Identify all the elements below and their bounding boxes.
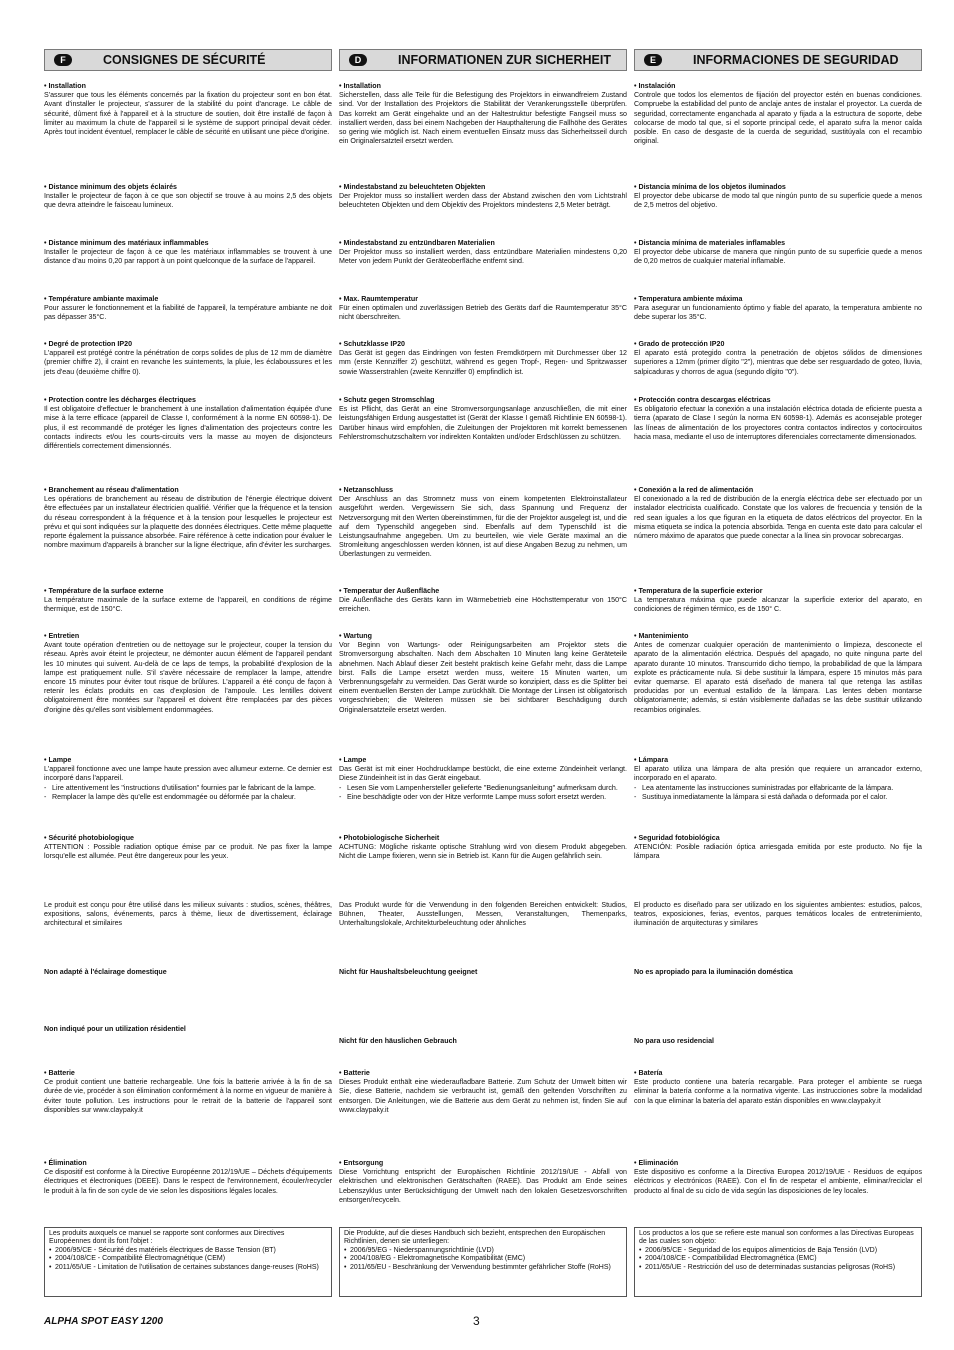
safety-section (44, 183, 332, 211)
safety-section (44, 632, 332, 715)
section-body: Les opérations de branchement au réseau de distribution de l'énergie électrique doivent être effectuées par un installateur électricien qualifié. Vérifier que la fréquence et la tension du réseau correspondent à la fréquence et à la tension pour lesquelles le projecteur est prévu et qui sont indiquées sur la plaquette des données électriques. Cette même plaquette reporte également la puissance absorbée. Faire référence à cette indication pour évaluer le nombre maximum d'appareils à brancher sur la ligne électrique, afin d'éviter les surcharges. (44, 495, 332, 550)
directive-item: • 2004/108/CE - Compatibilité Électromagnétique (CEM) (49, 1255, 327, 1263)
section-body: Das Produkt wurde für die Verwendung in den folgenden Bereichen entwickelt: Studios, Bühnen, Theater, Ausstellungen, Messen, Veranstaltungen, Themenparks, Unterhaltungslokale, Architekturbeleuchtung oder ähnliches (339, 901, 627, 928)
safety-section (634, 82, 922, 146)
section-body: Der Projektor muss so installiert werden dass der Abstand zwischen den vom Lichtstrahl beleuchteten Objekten und dem Objektiv des Projektors mindestens 2,5 Meter beträgt. (339, 192, 627, 210)
section-body: ACHTUNG: Mögliche riskante optische Strahlung wird von diesem Produkt abgegeben. Nicht die Lampe fixieren, wenn sie in Betrieb ist. Kann für die Augen gefährlich sein. (339, 843, 627, 861)
usage-note: Non indiqué pour un utilization résidentiel (44, 1025, 186, 1033)
list-item: - Lesen Sie vom Lampenhersteller gelieferte "Bedienungsanleitung" aufmerksam durch. (339, 784, 627, 793)
section-body: Diese Vorrichtung entspricht der Europäischen Richtlinie 2012/19/UE - Abfall von elektrischen und elektronischen Gerätschaften (RAEE). Das Produkt am Ende seines Lebenszyklus unter Berücksichtigung der Umwelt nach den lokalen Gesetzesvorschriften entsorgen/recyceln. (339, 1168, 627, 1204)
section-heading: • Distance minimum des objets éclairés (44, 183, 177, 191)
safety-section (634, 1159, 922, 1196)
safety-section (339, 396, 627, 442)
section-heading: • Protection contre les décharges électriques (44, 396, 196, 404)
page-number: 3 (473, 1314, 480, 1328)
section-body: Dieses Produkt enthält eine wiederaufladbare Batterie. Zum Schutz der Umwelt bitten wir Sie, diese Batterie, nachdem sie verbraucht ist, gemäß den geltenden Vorschriften zu entsorgen. Die Anleitungen, wie die Batterie aus dem Gerät zu nehmen ist, finden Sie auf www.claypaky.it (339, 1078, 627, 1114)
section-heading: • Entsorgung (339, 1159, 384, 1167)
list-item: - Sustituya inmediatamente la lámpara si está dañada o deformada por el calor. (634, 793, 922, 802)
directive-item: • 2006/95/CE - Seguridad de los equipos alimenticios de Baja Tensión (LVD) (639, 1247, 917, 1255)
directive-item: • 2011/65/EU - Beschränkung der Verwendung bestimmter gefährlicher Stoffe (RoHS) (344, 1264, 622, 1272)
section-heading: • Batterie (339, 1069, 370, 1077)
safety-section (634, 486, 922, 541)
usage-note: Nicht für den häuslichen Gebrauch (339, 1037, 457, 1045)
section-body: El conexionado a la red de distribución de la energía eléctrica debe ser efectuado por un instalador electricista cualificado. Constate que los valores de frecuencia y tensión de la red sean iguales a los que figuran en la etiqueta de datos eléctricos del proyector. En la misma etiqueta se indica la potencia absorbida. Tenga en cuenta este dato para calcular el número máximo de aparatos que puede conectar a la línea sin provocar sobrecargas. (634, 495, 922, 541)
safety-section (339, 587, 627, 615)
section-body: S'assurer que tous les éléments concernés par la fixation du projecteur sont en bon état. Avant d'installer le projecteur, s'assurer de la stabilité du point d'ancrage. Le câble de sécurité, dûment fixé à l'appareil et à la structure de soutien, doit être installé de façon à limiter au maximum la chute de l'appareil si le système de support principal devait céder. Après tout incident éventuel, remplacer le câble de sécurité en utilisant une pièce d'origine. (44, 91, 332, 137)
safety-section (44, 396, 332, 451)
section-body: Es ist Pflicht, das Gerät an eine Stromversorgungsanlage anzuschließen, die mit einer leistungsfähigen Erdung ausgestattet ist (Gerät der Klasse I gemäß Richtlinie EN 60598-1). Darüber hinaus wird empfohlen, die Zuleitungen der Projektoren mit korrekt bemessenen Fehlerstromschutzschaltern vor indirekten Kontakten und/oder Erdschlüssen zu schützen. (339, 405, 627, 441)
section-heading: • Installation (339, 82, 381, 90)
language-badge: E (644, 54, 662, 66)
section-body: ATENCIÓN: Posible radiación óptica arriesgada emitida por este producto. No fije la lámpara (634, 843, 922, 861)
usage-note: Non adapté à l'éclairage domestique (44, 968, 167, 976)
safety-section (44, 901, 332, 929)
section-heading: • Température ambiante maximale (44, 295, 159, 303)
section-heading: • Installation (44, 82, 86, 90)
section-heading: • Sécurité photobiologique (44, 834, 134, 842)
section-heading: • Mantenimiento (634, 632, 689, 640)
safety-section (634, 834, 922, 862)
section-heading: • Wartung (339, 632, 372, 640)
section-body: Pour assurer le fonctionnement et la fiabilité de l'appareil, la température ambiante ne doit pas dépasser 35°C. (44, 304, 332, 322)
section-heading: • Batería (634, 1069, 663, 1077)
section-body: Der Projektor muss so installiert werden, dass entzündbare Materialien mindestens 0,20 Meter von jedem Punkt der Geräteoberfläche entfernt sind. (339, 248, 627, 266)
safety-section (44, 1069, 332, 1115)
directive-item: • 2011/65/UE - Restricción del uso de determinadas sustancias peligrosas (RoHS) (639, 1264, 917, 1272)
safety-section (339, 1069, 627, 1115)
section-heading: • Temperatura de la superficie exterior (634, 587, 763, 595)
list-item: - Lea atentamente las instrucciones suministradas por elfabricante de la lámpara. (634, 784, 922, 793)
product-name: ALPHA SPOT EASY 1200 (44, 1316, 163, 1327)
section-heading: • Distancia mínima de materiales inflamables (634, 239, 786, 247)
section-header (339, 49, 627, 71)
language-badge: F (54, 54, 72, 66)
safety-section (634, 756, 922, 802)
language-badge: D (349, 54, 367, 66)
bullet-list (44, 784, 332, 802)
section-body: Para asegurar un funcionamiento óptimo y fiable del aparato, la temperatura ambiente no debe superar los 35°C. (634, 304, 922, 322)
section-body: Le produit est conçu pour être utilisé dans les milieux suivants : studios, scènes, théâtres, expositions, salons, événements, parcs à thème, lieux de divertissement, éclairage architectural et similaires (44, 901, 332, 928)
compliance-intro: Les produits auxquels ce manuel se rapporte sont conformes aux Directives Européennes dont ils font l'objet : (49, 1230, 285, 1246)
safety-section (634, 1069, 922, 1106)
section-heading: • Seguridad fotobiológica (634, 834, 720, 842)
section-body: Installer le projecteur de façon à ce que son objectif se trouve à au moins 2,5 des objets que devra atteindre le faisceau lumineux. (44, 192, 332, 210)
section-title: INFORMATIONEN ZUR SICHERHEIT (398, 53, 611, 67)
section-body: Antes de comenzar cualquier operación de mantenimiento o limpieza, desconecte el aparato de la alimentación eléctrica. Después del apagado, no quite ninguna parte del aparato durante 10 minutos. Transcurrido dicho tiempo, la probabilidad de que la lámpara explote es prácticamente nula. Si debe sustituir la lámpara, espere 15 minutos más para evitar quemarse. El aparato está diseñado de manera tal que retenga las astillas producidas por un eventual estallido de la lámpara. Las lentes deben montarse obligatoriamente; además, si están visiblemente dañadas se las debe sustituir utilizando recambios originales. (634, 641, 922, 714)
usage-note: Nicht für Haushaltsbeleuchtung geeignet (339, 968, 478, 976)
section-heading: • Mindestabstand zu entzündbaren Materialien (339, 239, 495, 247)
safety-section (44, 834, 332, 862)
safety-section (339, 183, 627, 211)
section-title: INFORMACIONES DE SEGURIDAD (693, 53, 899, 67)
section-body: Die Außenfläche des Geräts kann im Wärmebetrieb eine Höchsttemperatur von 150°C erreichen. (339, 596, 627, 614)
section-heading: • Batterie (44, 1069, 75, 1077)
section-body: Sicherstellen, dass alle Teile für die Befestigung des Projektors in einwandfreiem Zustand sind. Vor der Installation des Projektors die Stabilität der Verankerungsstelle überprüfen. Das korrekt am Gerät eingehakte und an der Haltestruktur befestigte Fangseil muss so installiert werden, dass bei einem Nachgeben der Haupthalterung die Fallhöhe des Gerätes so gering wie möglich ist. Nach einem eventuellen Einsatz muss das Sicherheitsseil durch ein Originalersatzteil ersetzt werden. (339, 91, 627, 146)
section-heading: • Protección contra descargas eléctricas (634, 396, 771, 404)
compliance-box (339, 1227, 627, 1297)
safety-section (339, 834, 627, 862)
safety-section (339, 901, 627, 929)
section-heading: • Schutzklasse IP20 (339, 340, 405, 348)
compliance-box (44, 1227, 332, 1297)
section-heading: • Lampe (44, 756, 72, 764)
safety-section (634, 239, 922, 267)
bullet-list (339, 784, 627, 802)
section-heading: • Temperatur der Außenfläche (339, 587, 440, 595)
section-heading: • Eliminación (634, 1159, 679, 1167)
section-heading: • Distancia mínima de los objetos iluminados (634, 183, 786, 191)
section-body: El aparato está protegido contra la penetración de objetos sólidos de dimensiones superiores a 12mm (primer dígito "2"), mientras que debe ser resguardado de goteo, lluvia, salpicaduras y chorros de agua (segundo dígito "0"). (634, 349, 922, 376)
directive-item: • 2006/95/EG - Niederspannungsrichtlinie (LVD) (344, 1247, 622, 1255)
section-body: Este dispositivo es conforme a la Directiva Europea 2012/19/UE - Residuos de equipos eléctricos y electrónicos (RAEE). Con el fin de respetar el ambiente, eliminar/reciclar el producto al final de su ciclo de vida según las disposiciones de ley locales. (634, 1168, 922, 1195)
section-heading: • Distance minimum des matériaux inflammables (44, 239, 209, 247)
safety-section (339, 486, 627, 560)
section-heading: • Temperatura ambiente máxima (634, 295, 743, 303)
section-body: Für einen optimalen und zuverlässigen Betrieb des Geräts darf die Raumtemperatur 35°C nicht überschreiten. (339, 304, 627, 322)
usage-note: No es apropiado para la iluminación doméstica (634, 968, 793, 976)
directive-list (344, 1247, 622, 1272)
section-body: ATTENTION : Possible radiation optique émise par ce produit. Ne pas fixer la lampe lorsqu'elle est allumée. Peut être dangereux pour les yeux. (44, 843, 332, 861)
list-item: - Lire attentivement les "instructions d'utilisation" fournies par le fabricant de la lampe. (44, 784, 332, 793)
section-heading: • Branchement au réseau d'alimentation (44, 486, 179, 494)
safety-section (44, 486, 332, 550)
section-heading: • Entretien (44, 632, 80, 640)
safety-section (634, 901, 922, 929)
section-body: Das Gerät ist gegen das Eindringen von festen Fremdkörpern mit Durchmesser über 12 mm (erste Kennziffer 2) geschützt, während es gegen Tropf-, Regen- und Spritzwasser sowie Wasserstrahlen (zweite Kennziffer 0) empfindlich ist. (339, 349, 627, 376)
section-body: Ce dispositif est conforme à la Directive Européenne 2012/19/UE – Déchets d'équipements électriques et électroniques (DEEE). Dans le respect de l'environnement, écouler/recycler le produit à la fin de son cycle de vie selon les dispositions légales locales. (44, 1168, 332, 1195)
safety-section (634, 295, 922, 323)
safety-section (44, 756, 332, 802)
safety-section (44, 295, 332, 323)
safety-section (339, 1159, 627, 1205)
directive-item: • 2011/65/UE - Limitation de l'utilisation de certaines substances dange-reuses (RoHS) (49, 1264, 327, 1272)
safety-section (339, 340, 627, 377)
section-body: Das Gerät ist mit einer Hochdrucklampe bestückt, die eine externe Zündeinheit verlangt. Diese Zündeinheit ist in das Gerät eingebaut. (339, 765, 627, 783)
section-header (634, 49, 922, 71)
section-heading: • Grado de protección IP20 (634, 340, 725, 348)
safety-section (44, 340, 332, 377)
safety-section (339, 756, 627, 802)
safety-section (44, 1159, 332, 1196)
section-heading: • Mindestabstand zu beleuchteten Objekten (339, 183, 486, 191)
section-body: Installer le projecteur de façon à ce que les matériaux inflammables se trouvent à une distance d'au moins 0,20 par rapport à un point quelconque de la surface de l'appareil. (44, 248, 332, 266)
safety-section (339, 82, 627, 146)
section-body: Der Anschluss an das Stromnetz muss von einem kompetenten Elektroinstallateur ausgeführt werden. Vergewissern Sie sich, dass Spannung und Frequenz der Netzversorgung mit den Werten übereinstimmen, für die der Projektor ausgelegt ist, und die auf dem Typenschild angegeben sind. Ebenfalls auf dem Typenschild ist die Leistungsaufnahme angegeben. Um zu beurteilen, wie viele Geräte maximal an die Stromleitung angeschlossen werden können, ist auf diese Angaben Bezug zu nehmen, um Überlastungen zu vermeiden. (339, 495, 627, 559)
section-body: El producto es diseñado para ser utilizado en los siguientes ambientes: estudios, palcos, teatros, exposiciones, ferias, eventos, parques temáticos locales de entretenimiento, iluminación de arquitecturas y similares (634, 901, 922, 928)
section-body: Ce produit contient une batterie rechargeable. Une fois la batterie arrivée à la fin de sa durée de vie, procéder à son élimination conformément à la norme en vigueur de manière à éviter toute pollution. Les instructions pour le retrait de la batterie de l'appareil sont disponibles sur www.claypaky.it (44, 1078, 332, 1114)
compliance-intro: Die Produkte, auf die dieses Handbuch sich bezieht, entsprechen den Europäischen Richtlinien, denen sie unterliegen: (344, 1230, 606, 1246)
safety-section (634, 632, 922, 715)
section-heading: • Instalación (634, 82, 676, 90)
usage-note: No para uso residencial (634, 1037, 715, 1045)
section-heading: • Photobiologische Sicherheit (339, 834, 440, 842)
safety-section (339, 632, 627, 715)
section-heading: • Élimination (44, 1159, 87, 1167)
safety-section (339, 295, 627, 323)
directive-list (49, 1247, 327, 1272)
safety-section (44, 82, 332, 137)
column-de (339, 49, 627, 1271)
section-heading: • Conexión a la red de alimentación (634, 486, 754, 494)
section-heading: • Température de la surface externe (44, 587, 164, 595)
section-heading: • Netzanschluss (339, 486, 394, 494)
safety-section (44, 239, 332, 267)
directive-item: • 2004/108/CE - Compatibilidad Electromagnética (EMC) (639, 1255, 917, 1263)
safety-section (634, 587, 922, 615)
section-title: CONSIGNES DE SÉCURITÉ (103, 53, 266, 67)
section-body: Avant toute opération d'entretien ou de nettoyage sur le projecteur, couper la tension du réseau. Après avoir éteint le projecteur, ne démonter aucun élément de l'appareil pendant les 10 minutes qui suivent. Au-delà de ce laps de temps, la probabilité d'explosion de la lampe est pratiquement nulle. S'il s'avère nécessaire de remplacer la lampe, attendre encore 15 minutes pour éviter tout risque de brûlures. L'appareil a été conçu de façon à retenir les éclats produits en cas d'explosion de l'ampoule. Les lentilles doivent obligatoirement être montées sur l'appareil et doivent être remplacées par des pièces d'origine dès qu'elles sont visiblement endommagées. (44, 641, 332, 714)
section-body: L'appareil est protégé contre la pénétration de corps solides de plus de 12 mm de diamètre (premier chiffre 2), il craint en revanche les suintements, la pluie, les éclaboussures et les jets d'eau (deuxième chiffre 0). (44, 349, 332, 376)
section-body: Vor Beginn von Wartungs- oder Reinigungsarbeiten am Projektor stets die Stromversorgung abschalten. Nach dem Abschalten 10 Minuten lang keine Geräteteile abnehmen. Nach Ablauf dieser Zeit besteht praktisch keine Gefahr mehr, dass die Lampe birst. Falls die Lampe ersetzt werden muss, weitere 15 Minuten warten, um Verbrennungsgefahr zu vermeiden. Das Gerät wurde so konzipiert, dass es die Splitter bei einem eventuellen Bersten der Lampe zurückhält. Die Montage der Linsen ist obligatorisch vorgeschrieben; die Weiteren müssen sie bei sichtbarer Beschädigung durch Originalersatzteile ersetzt werden. (339, 641, 627, 714)
safety-section (44, 587, 332, 615)
section-body: La temperatura máxima que puede alcanzar la superficie exterior del aparato, en condiciones de régimen térmico, es de 150° C. (634, 596, 922, 614)
section-heading: • Lampe (339, 756, 367, 764)
list-item: - Remplacer la lampe dès qu'elle est endommagée ou déformée par la chaleur. (44, 793, 332, 802)
safety-section (339, 239, 627, 267)
section-body: El proyector debe ubicarse de modo tal que ningún punto de su superficie quede a menos de 2,5 metros del objetivo. (634, 192, 922, 210)
compliance-intro: Los productos a los que se refiere este manual son conformes a las Directivas Europeas de las cuales son objeto: (639, 1230, 914, 1246)
safety-section (634, 340, 922, 377)
section-body: El aparato utiliza una lámpara de alta presión que requiere un arrancador externo, incorporado en el aparato. (634, 765, 922, 783)
section-heading: • Degré de protection IP20 (44, 340, 133, 348)
directive-item: • 2004/108/EG - Elektromagnetische Kompatibilität (EMC) (344, 1255, 622, 1263)
page-footer (44, 1316, 910, 1330)
section-heading: • Max. Raumtemperatur (339, 295, 418, 303)
section-heading: • Lámpara (634, 756, 669, 764)
directive-list (639, 1247, 917, 1272)
section-header (44, 49, 332, 71)
section-body: Il est obligatoire d'effectuer le branchement à une installation d'alimentation équipée d'une mise à la terre efficace (appareil de Classe I, conformément à la norme EN 60598-1). De plus, il est recommandé de protéger les lignes d'alimentation des projecteurs contre les contacts indirects et/ou les courts-circuits vers la masse au moyen de disjoncteurs différentiels correctement dimensionnés. (44, 405, 332, 451)
list-item: - Eine beschädigte oder von der Hitze verformte Lampe muss sofort ersetzt werden. (339, 793, 627, 802)
section-heading: • Schutz gegen Stromschlag (339, 396, 435, 404)
section-body: El proyector debe ubicarse de manera que ningún punto de su superficie quede a menos de 0,20 metros de cualquier material inflamable. (634, 248, 922, 266)
section-body: Este producto contiene una batería recargable. Para proteger el ambiente se ruega eliminar la batería conforme a la normativa vigente. Las instrucciones sobre la modalidad con la que eliminar la batería del aparato están disponibles en www.claypaky.it (634, 1078, 922, 1105)
column-fr (44, 49, 332, 1271)
safety-section (634, 183, 922, 211)
section-body: Es obligatorio efectuar la conexión a una instalación eléctrica dotada de eficiente puesta a tierra (aparato de Clase I según la norma EN 60598-1). Además es aconsejable proteger las líneas de alimentación de los proyectores contra contactos indirectos y cortocircuitos hacia masa, mediante el uso de interruptores diferenciales correctamente dimensionados. (634, 405, 922, 441)
bullet-list (634, 784, 922, 802)
safety-section (634, 396, 922, 442)
section-body: L'appareil fonctionne avec une lampe haute pression avec allumeur externe. Ce dernier est incorporé dans l'appareil. (44, 765, 332, 783)
compliance-box (634, 1227, 922, 1297)
section-body: La température maximale de la surface externe de l'appareil, en conditions de régime thermique, est de 150°C. (44, 596, 332, 614)
directive-item: • 2006/95/CE - Sécurité des matériels électriques de Basse Tension (BT) (49, 1247, 327, 1255)
column-es (634, 49, 922, 1271)
section-body: Controle que todos los elementos de fijación del proyector estén en buenas condiciones. Compruebe la estabilidad del punto de anclaje antes de instalar el proyector. La cuerda de seguridad, correctamente enganchada al aparato y fijada a la estructura de soporte, debe colocarse de modo tal que, si el soporte principal cede, el aparato sufra la menor caída posible. En caso de desgaste de la cuerda de seguridad, sustitúyala con el recambio original. (634, 91, 922, 146)
